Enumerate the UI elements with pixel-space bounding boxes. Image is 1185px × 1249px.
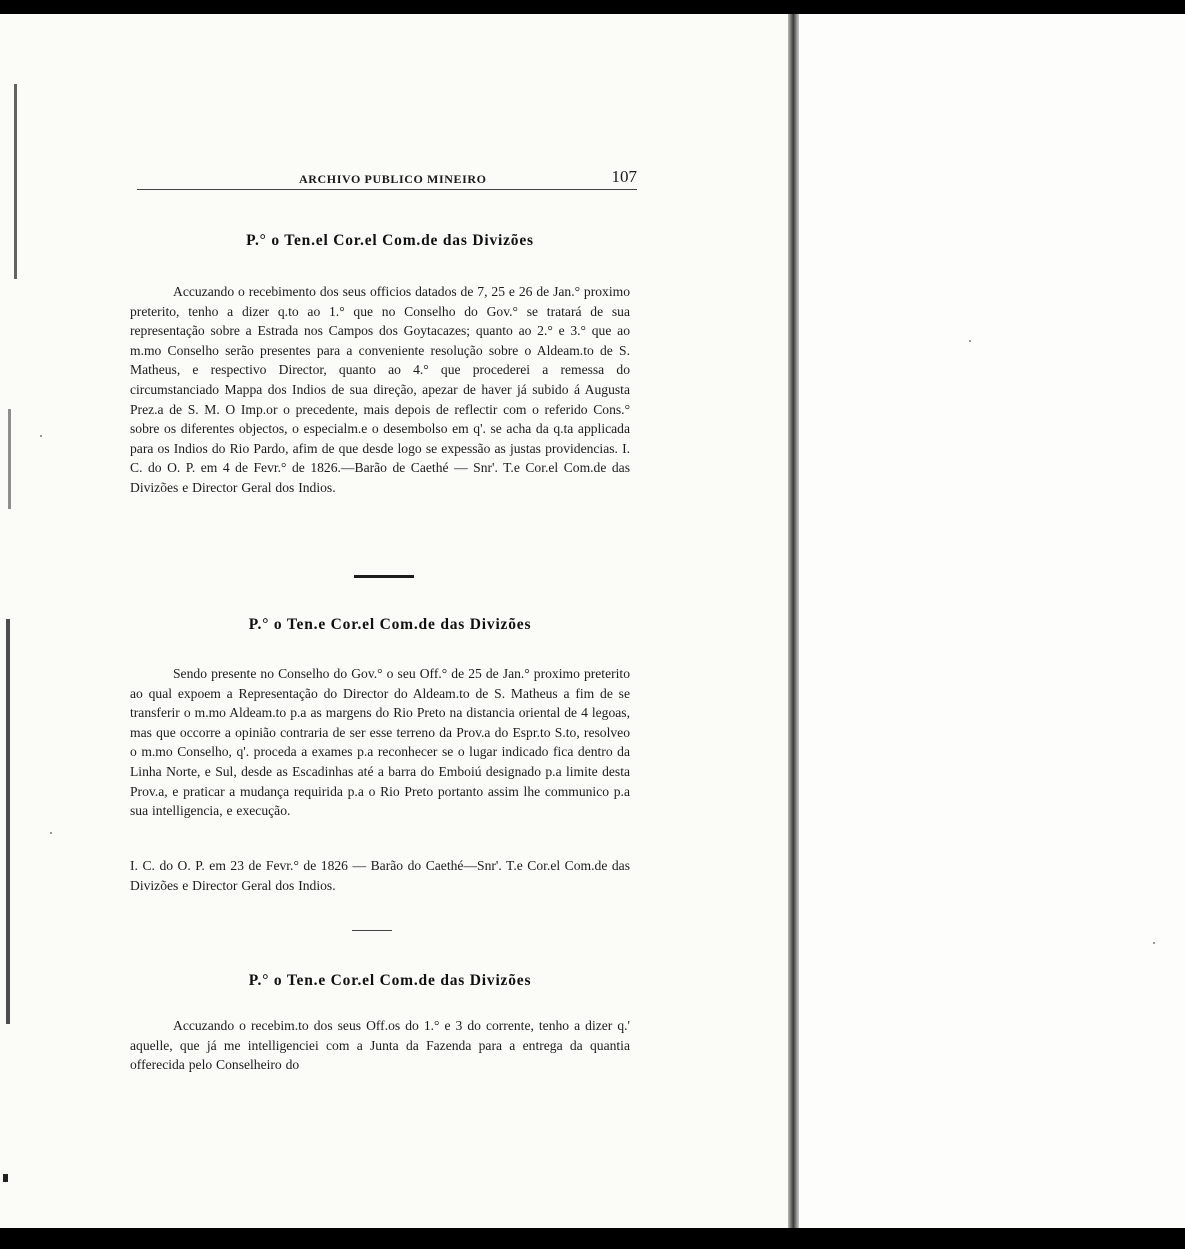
binding-mark	[8, 409, 11, 509]
running-head	[137, 167, 637, 190]
speck	[40, 435, 42, 437]
right-page-blank	[799, 14, 1185, 1228]
binding-mark	[6, 619, 10, 1024]
page-number: 107	[611, 167, 637, 186]
section-paragraph: Sendo presente no Conselho do Gov.° o seu Off.° de 25 de Jan.° proximo preterito ao qual expoem a Representação do Director do Aldeam.to de S. Matheus a fim de se transferir o m.mo Aldeam.to p.a as margens do Rio Preto na distancia oriental de 4 legoas, mas que occorre a opinião contraria de ser esse terreno da Prov.a do Espr.to S.to, resolveo o m.mo Conselho, q'. proceda a exames p.a reconhecer se o lugar indicado fica dentro da Linha Norte, e Sul, desde as Escadinhas até a barra do Emboiú designado p.a limite desta Prov.a, e praticar a mudança requirida p.a o Rio Preto portanto assim lhe communico p.a sua intelligencia, e execução.	[130, 666, 630, 819]
speck	[1153, 942, 1155, 944]
section-heading: P.° o Ten.el Cor.el Com.de das Divizões	[246, 232, 534, 249]
section-heading: P.° o Ten.e Cor.el Com.de das Divizões	[248, 616, 532, 633]
left-page	[0, 14, 791, 1228]
running-title: ARCHIVO PUBLICO MINEIRO	[299, 172, 487, 186]
section-heading: P.° o Ten.e Cor.el Com.de das Divizões	[248, 972, 532, 989]
speck	[969, 340, 971, 342]
binding-mark	[14, 84, 17, 279]
section-divider	[354, 575, 414, 578]
section-paragraph: Accuzando o recebimento dos seus officios datados de 7, 25 e 26 de Jan.° proximo preterito, tenho a dizer q.to ao 1.° que no Conselho do Gov.° se tratará de sua representação sobre a Estrada nos Campos dos Goytacazes; quanto ao 2.° e 3.° que ao m.mo Conselho serão presentes para a conveniente resolução sobre o Aldeam.to de S. Matheus, e respectivo Director, quanto ao 4.° que procederei a remessa do circumstanciado Mappa dos Indios de sua direção, apezar de haver já subido á Augusta Prez.a de S. M. O Imp.or o precedente, mais depois de reflectir com o referido Cons.° sobre os diferentes objectos, o especialm.e o desembolso em q'. se acha da q.ta applicada para os Indios do Rio Pardo, afim de que desde logo se expessão as justas providencias. I. C. do O. P. em 4 de Fevr.° de 1826.—Barão de Caethé — Snr'. T.e Cor.el Com.de das Divizões e Director Geral dos Indios.	[130, 284, 630, 495]
binding-mark	[3, 1174, 8, 1182]
section-paragraph: Accuzando o recebim.to dos seus Off.os do 1.° e 3 do corrente, tenho a dizer q.' aquelle, que já me intelligenciei com a Junta da Fazenda para a entrega da quantia offerecida pelo Conselheiro do	[130, 1018, 630, 1073]
section-paragraph: I. C. do O. P. em 23 de Fevr.° de 1826 — Barão do Caethé—Snr'. T.e Cor.el Com.de das Divizões e Director Geral dos Indios.	[130, 858, 630, 893]
section-divider	[352, 930, 392, 931]
speck	[50, 832, 52, 834]
